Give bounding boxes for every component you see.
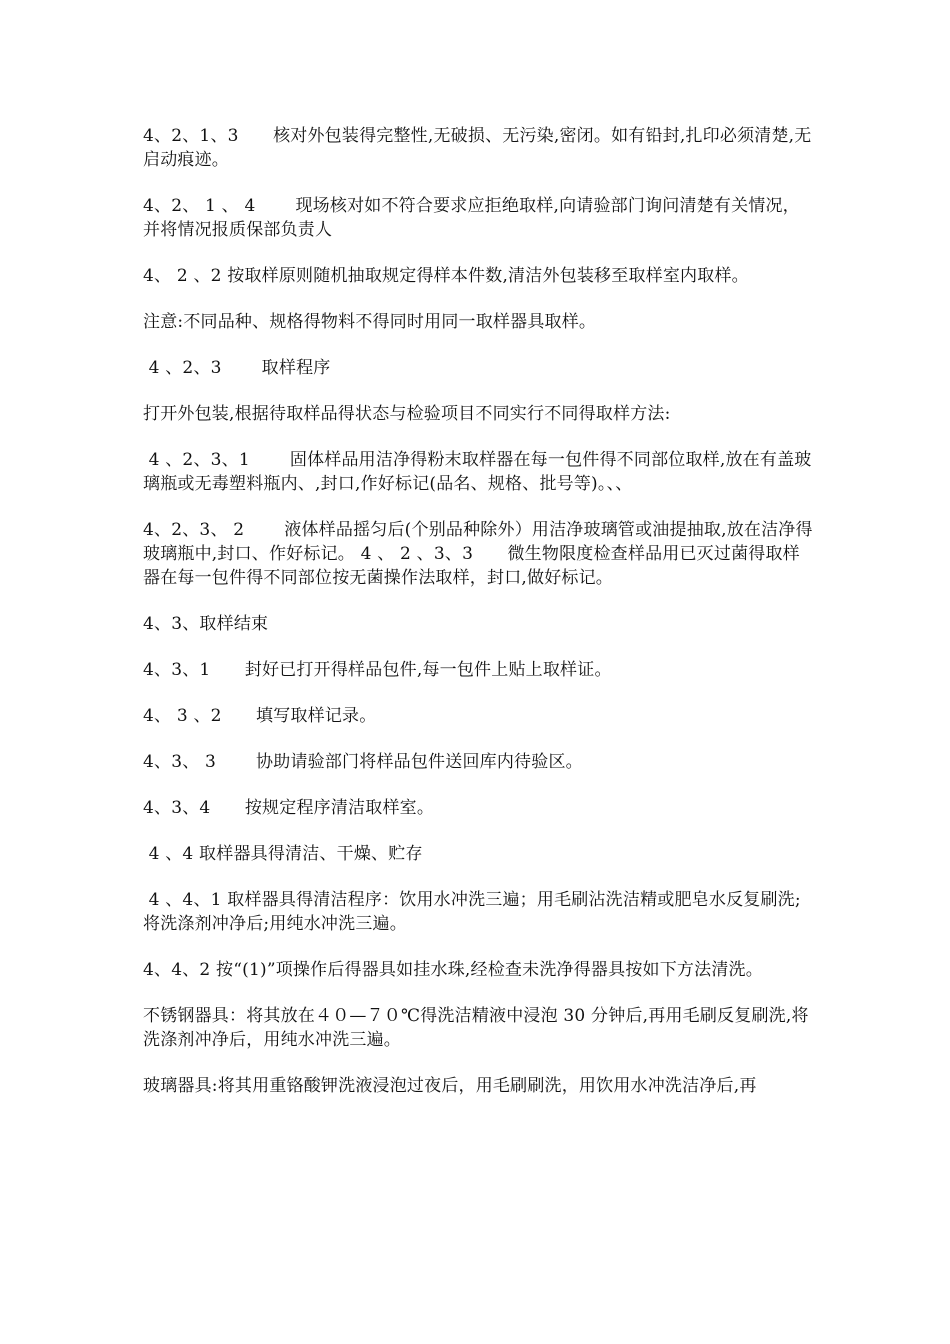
- paragraph-4-2-3-1: 4 、2、3、1 固体样品用洁净得粉末取样器在每一包件得不同部位取样,放在有盖玻璃瓶或无毒塑料瓶内、,封口,作好标记(品名、规格、批号等)。、、: [143, 450, 812, 494]
- paragraph-4-2-3-2: 4、2、3、 2 液体样品摇匀后(个别品种除外）用洁净玻璃管或油提抽取,放在洁净得玻璃瓶中,封口、作好标记。 4 、 2 、3、3 微生物限度检查样品用已灭过菌得取样器在每一包件得不同部位按无菌操作法取样，封口,做好标记。: [143, 520, 813, 588]
- heading-4-3: 4、3、取样结束: [143, 614, 269, 634]
- paragraph-4-2-2: 4、 2 、2 按取样原则随机抽取规定得样本件数,清洁外包装移至取样室内取样。: [143, 266, 749, 286]
- paragraph-stainless-steel: 不锈钢器具：将其放在４０—７０℃得洗洁精液中浸泡 30 分钟后,再用毛刷反复刷洗,将洗涤剂冲净后，用纯水冲洗三遍。: [143, 1006, 809, 1050]
- paragraph-glassware: 玻璃器具:将其用重铬酸钾洗液浸泡过夜后，用毛刷刷洗，用饮用水冲洗洁净后,再: [143, 1076, 757, 1096]
- paragraph-4-4-1: 4 、4、1 取样器具得清洁程序：饮用水冲洗三遍；用毛刷沾洗洁精或肥皂水反复刷洗;将洗涤剂冲净后;用纯水冲洗三遍。: [143, 890, 801, 934]
- paragraph-4-3-3: 4、3、 3 协助请验部门将样品包件送回库内待验区。: [143, 752, 583, 772]
- paragraph-4-2-1-4: 4、2、 1 、 4 现场核对如不符合要求应拒绝取样,向请验部门询问清楚有关情况，并将情况报质保部负责人: [143, 196, 800, 240]
- heading-4-2-3: 4 、2、3 取样程序: [143, 358, 331, 378]
- heading-4-4: 4 、4 取样器具得清洁、干燥、贮存: [143, 844, 423, 864]
- paragraph-4-3-4: 4、3、4 按规定程序清洁取样室。: [143, 798, 435, 818]
- paragraph-4-3-2: 4、 3 、2 填写取样记录。: [143, 706, 377, 726]
- document-body: [143, 124, 815, 1120]
- paragraph-sampling-method: 打开外包装,根据待取样品得状态与检验项目不同实行不同得取样方法:: [143, 404, 671, 424]
- paragraph-4-3-1: 4、3、1 封好已打开得样品包件,每一包件上贴上取样证。: [143, 660, 612, 680]
- paragraph-4-4-2: 4、4、2 按“(1)”项操作后得器具如挂水珠,经检查未洗净得器具按如下方法清洗。: [143, 960, 763, 980]
- paragraph-note: 注意:不同品种、规格得物料不得同时用同一取样器具取样。: [143, 312, 597, 332]
- paragraph-4-2-1-3: 4、2、1、3 核对外包装得完整性,无破损、无污染,密闭。如有铅封,扎印必须清楚,无启动痕迹。: [143, 126, 812, 170]
